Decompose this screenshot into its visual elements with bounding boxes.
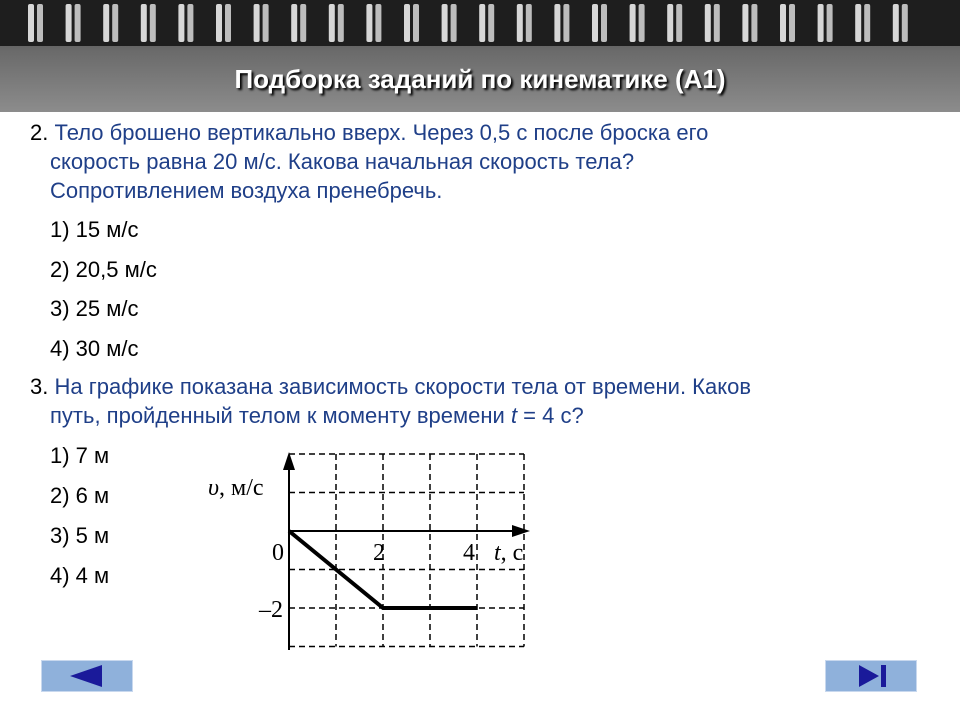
x-tick-label-4: 4 [463,540,475,566]
task2-number: 2. [30,120,49,145]
last-slide-button[interactable] [825,660,917,692]
triangle-left-icon [42,661,132,691]
y-axis-arrow [283,452,295,470]
task2-option-3: 3) 25 м/с [50,296,139,321]
task3-option-2: 2) 6 м [50,483,110,508]
task3-line1: 3. На графике показана зависимость скорости тела от времени. Каков [30,374,752,399]
y-tick-label-neg2: –2 [259,597,283,623]
graph-grid [289,454,524,647]
task2-line1: 2. Тело брошено вертикально вверх. Через 0,5 с после броска его [30,120,709,145]
task3-number: 3. [30,374,49,399]
task2-option-2: 2) 20,5 м/с [50,257,157,282]
binding-rings [0,0,960,50]
skip-to-end-icon [826,661,916,691]
task2-line3: Сопротивлением воздуха пренебречь. [50,178,443,203]
origin-label: 0 [272,540,284,566]
task2-question [30,118,910,205]
task2-option-1: 1) 15 м/с [50,217,139,242]
x-tick-label-2: 2 [373,540,385,566]
x-axis-label: t, с [494,540,524,566]
task3-line2: путь, пройденный телом к моменту времени t = 4 с? [50,403,584,428]
task3-question [30,372,920,430]
task2-line2: скорость равна 20 м/с. Какова начальная скорость тела? [50,149,635,174]
x-axis-arrow [512,525,530,537]
page-title: Подборка заданий по кинематике (А1) [234,64,726,94]
task3-option-4: 4) 4 м [50,563,110,588]
task2-option-4: 4) 30 м/с [50,336,139,361]
header-bar [0,0,960,112]
graph-axes [283,452,530,650]
task3-option-1: 1) 7 м [50,443,110,468]
velocity-line [289,531,477,608]
back-button[interactable] [41,660,133,692]
y-axis-label: υ, м/с [208,475,264,501]
task3-option-3: 3) 5 м [50,523,110,548]
